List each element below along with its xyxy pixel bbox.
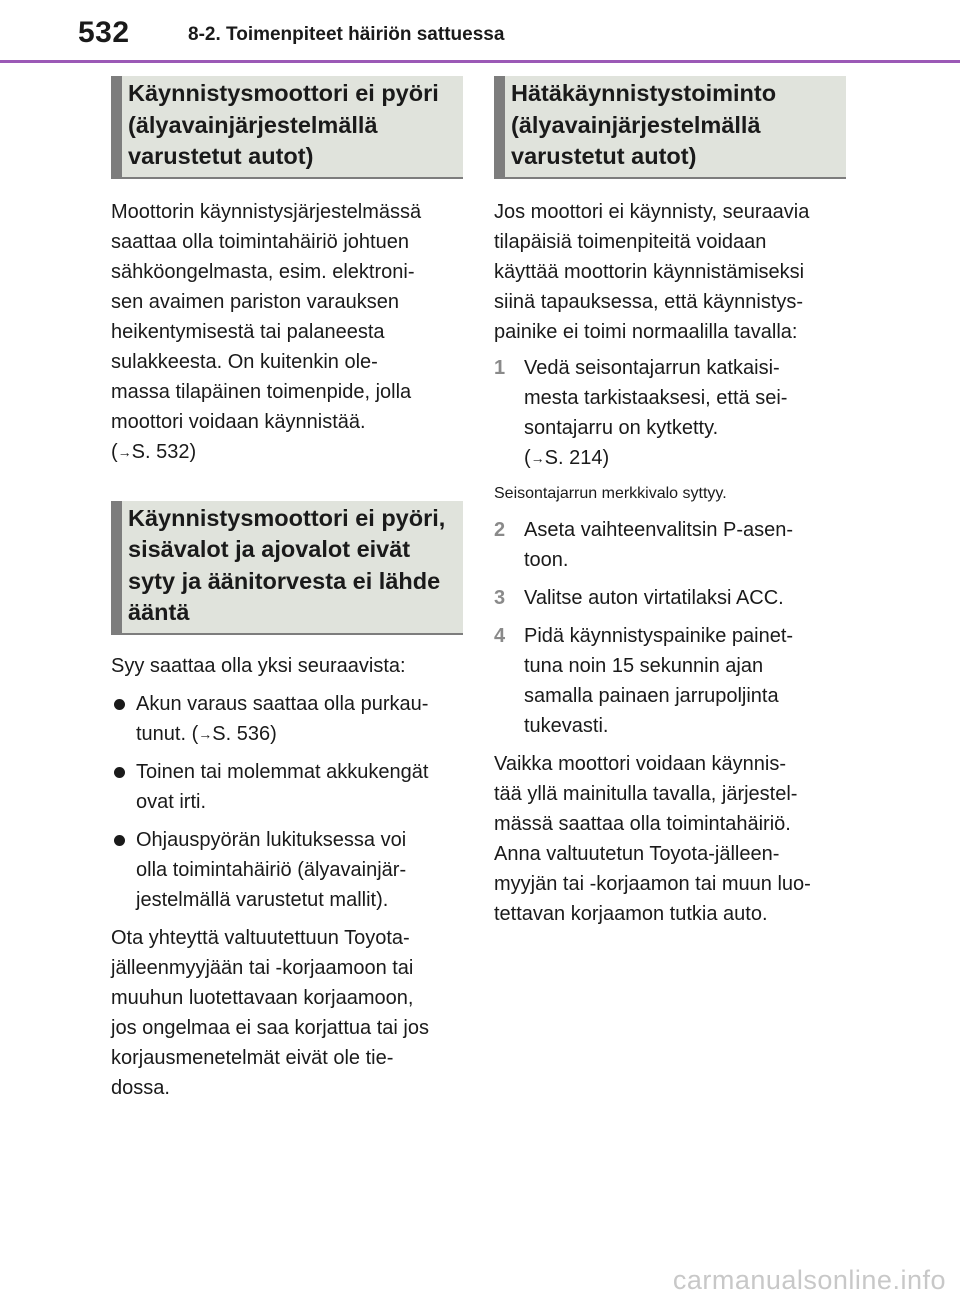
bullet-battery-discharged: Akun varaus saattaa olla purkau- tunut. (→S. 536): [111, 689, 463, 749]
page-reference-link[interactable]: (→S. 532): [111, 440, 197, 463]
heading-starter-not-turning: Käynnistysmoottori ei pyöri (älyavainjärjestelmällä varustetut autot): [111, 76, 463, 179]
bullet-icon: [114, 699, 125, 710]
paragraph-starter-info: Moottorin käynnistysjärjestelmässä saattaa olla toimintahäiriö johtuen sähköongelmasta, esim. elektroni- sen avaimen pariston varauksen heikentymisestä tai palaneesta sulakkeesta. On kuitenkin ole- massa tilapäinen toimenpide, jolla moottori voidaan käynnistää. (→S. 532): [111, 197, 463, 467]
paragraph-causes-intro: Syy saattaa olla yksi seuraavista:: [111, 654, 406, 677]
arrow-right-icon: →: [530, 449, 545, 466]
left-column: [111, 76, 463, 1103]
heading-no-lights-no-horn: Käynnistysmoottori ei pyöri, sisävalot ja ajovalot eivät syty ja äänitorvesta ei lähde ääntä: [111, 501, 463, 635]
bullet-steering-lock: Ohjauspyörän lukituksessa voi olla toimintahäiriö (älyavainjär- jestelmällä varustetut mallit).: [111, 825, 463, 915]
right-column: [494, 76, 846, 929]
paragraph-emergency-intro: Jos moottori ei käynnisty, seuraavia tilapäisiä toimenpiteitä voidaan käyttää moottorin käynnistämiseksi siinä tapauksessa, että käynnistys- painike ei toimi normaalilla tavalla:: [494, 200, 810, 343]
step-1: 1 Vedä seisontajarrun katkaisi- mesta tarkistaaksesi, että sei- sontajarru on kytketty. (→S. 214): [494, 353, 846, 473]
arrow-right-icon: →: [198, 725, 213, 742]
step-3: 3 Valitse auton virtatilaksi ACC.: [494, 583, 846, 613]
page-number: 532: [78, 16, 130, 49]
arrow-right-icon: →: [117, 443, 132, 460]
bullet-icon: [114, 767, 125, 778]
paragraph-contact-dealer: Ota yhteyttä valtuutettuun Toyota- jälleenmyyjään tai -korjaamoon tai muuhun luotettavaan korjaamoon, jos ongelmaa ei saa korjattua tai jos korjausmenetelmät eivät ole tie- dossa.: [111, 926, 429, 1099]
step-2: 2 Aseta vaihteenvalitsin P-asen- toon.: [494, 515, 846, 575]
bullet-icon: [114, 835, 125, 846]
header-divider: [0, 60, 960, 63]
watermark: carmanualsonline.info: [672, 1265, 946, 1295]
step-number: 1: [494, 356, 506, 379]
step-number: 3: [494, 586, 506, 609]
page-reference-link[interactable]: (→S. 214): [524, 446, 610, 469]
heading-emergency-start: Hätäkäynnistystoiminto (älyavainjärjestelmällä varustetut autot): [494, 76, 846, 179]
step-4: 4 Pidä käynnistyspainike painet- tuna noin 15 sekunnin ajan samalla painaen jarrupoljinta tukevasti.: [494, 621, 846, 741]
bullet-battery-terminals: Toinen tai molemmat akkukengät ovat irti.: [111, 757, 463, 817]
step-number: 2: [494, 518, 506, 541]
section-title: 8-2. Toimenpiteet häiriön sattuessa: [188, 24, 505, 45]
step-number: 4: [494, 624, 506, 647]
page-reference-link[interactable]: S. 536): [212, 722, 277, 745]
note-parking-brake-light: Seisontajarrun merkkivalo syttyy.: [494, 484, 727, 502]
paragraph-after-start: Vaikka moottori voidaan käynnis- tää yllä mainitulla tavalla, järjestel- mässä saattaa olla toimintahäiriö. Anna valtuutetun Toyota-jälleen- myyjän tai -korjaamon tai muun luo- tettavan korjaamon tutkia auto.: [494, 752, 811, 925]
page-header: [0, 0, 960, 62]
